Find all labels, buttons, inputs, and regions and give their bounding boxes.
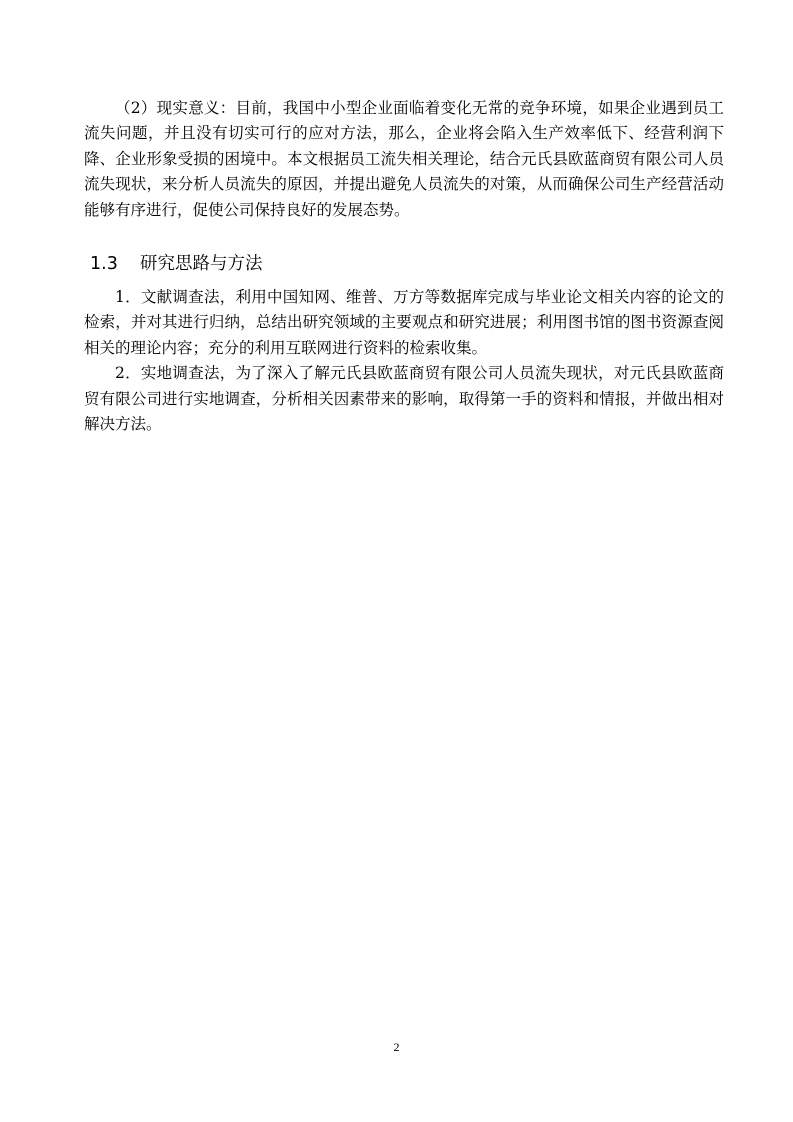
section-title: 研究思路与方法	[140, 254, 263, 275]
section-heading	[90, 252, 724, 276]
paragraph-practical-significance: （2）现实意义：目前，我国中小型企业面临着变化无常的竞争环境，如果企业遇到员工流失问题，并且没有切实可行的应对方法，那么，企业将会陷入生产效率低下、经营利润下降、企业形象受损的困境中。本文根据员工流失相关理论，结合元氏县欧蓝商贸有限公司人员流失现状，来分析人员流失的原因，并提出避免人员流失的对策，从而确保公司生产经营活动能够有序进行，促使公司保持良好的发展态势。	[84, 99, 724, 219]
page-number: 2	[393, 1040, 400, 1054]
paragraph-field-method: 2．实地调查法，为了深入了解元氏县欧蓝商贸有限公司人员流失现状，对元氏县欧蓝商贸有限公司进行实地调查，分析相关因素带来的影响，取得第一手的资料和情报，并做出相对解决方法。	[84, 364, 724, 434]
paragraph-literature-method: 1．文献调查法，利用中国知网、维普、万方等数据库完成与毕业论文相关内容的论文的检索，并对其进行归纳，总结出研究领域的主要观点和研究进展；利用图书馆的图书资源查阅相关的理论内容；充分的利用互联网进行资料的检索收集。	[84, 288, 724, 357]
document-body	[84, 96, 724, 437]
section-number: 1.3	[90, 254, 118, 275]
